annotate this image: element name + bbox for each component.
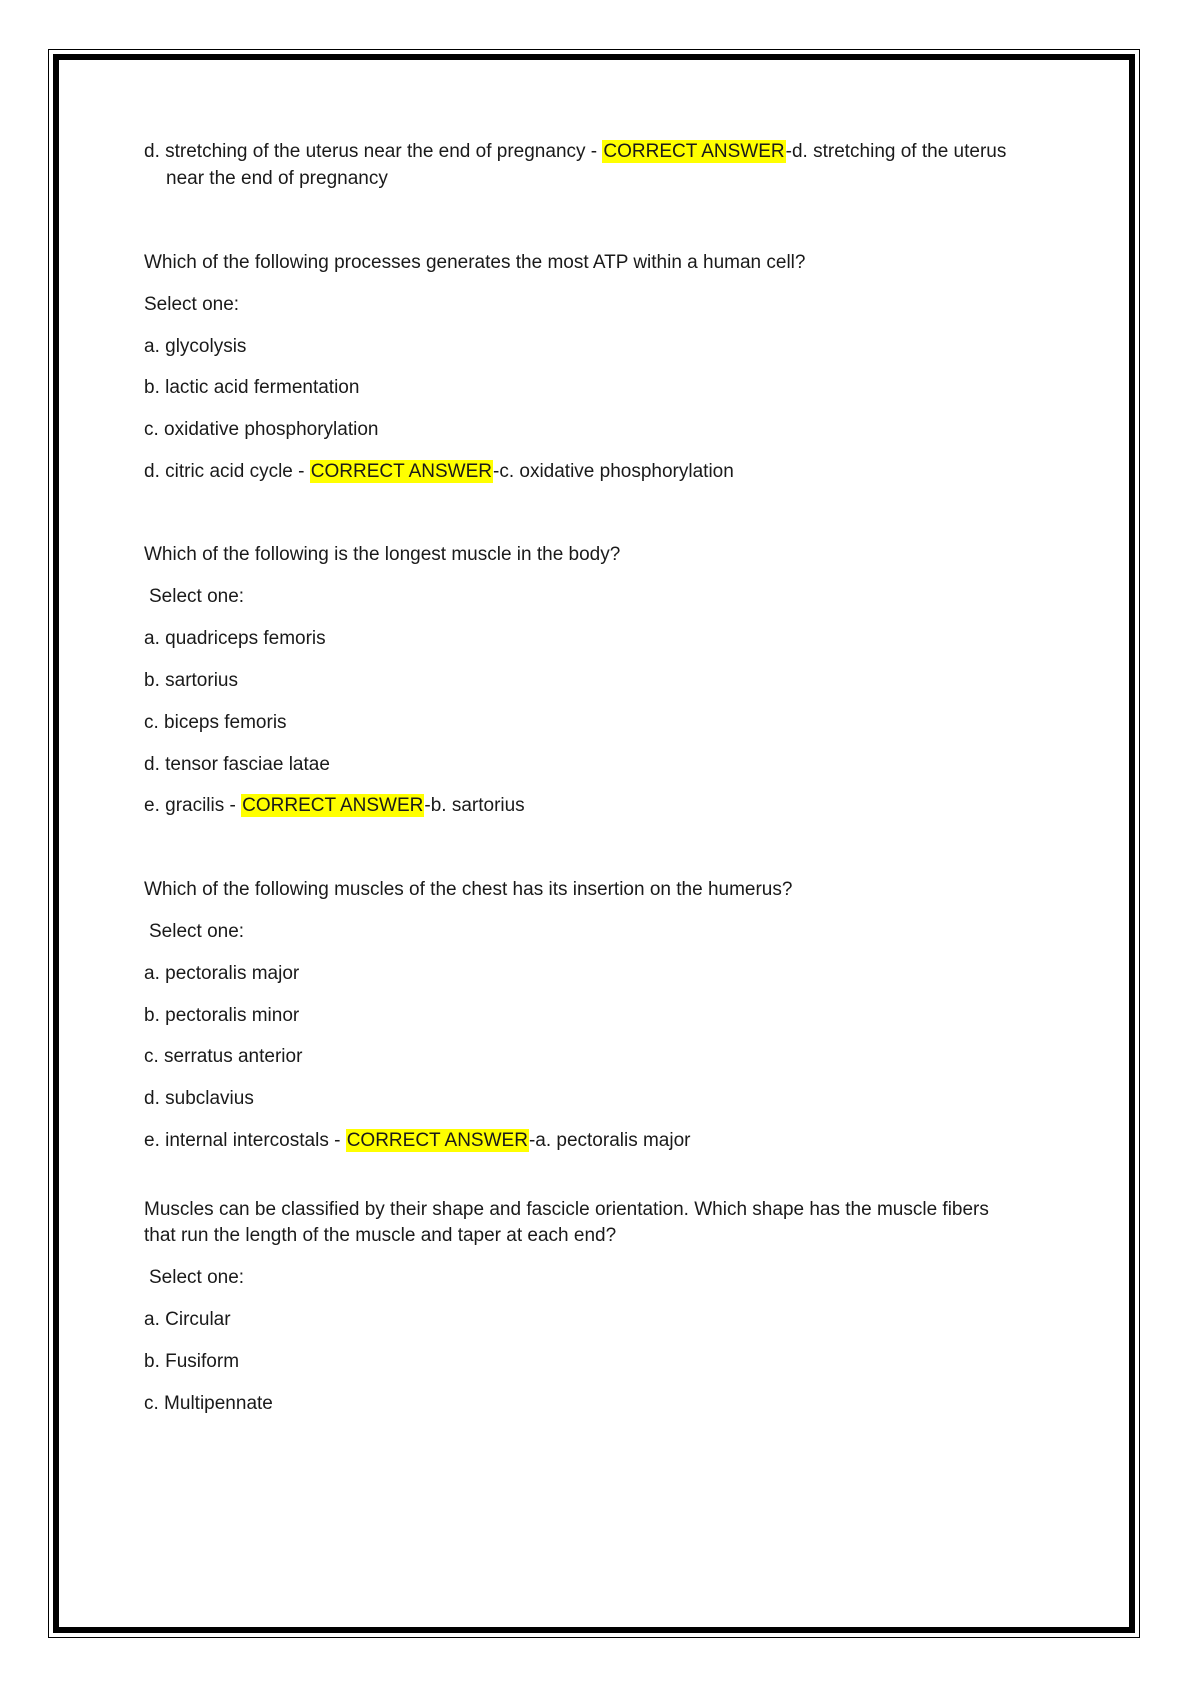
option-d: d. subclavius (144, 1088, 254, 1109)
answer-line (144, 1127, 691, 1155)
option-c: c. serratus anterior (144, 1046, 303, 1067)
option-c: c. biceps femoris (144, 712, 287, 733)
question-text: Muscles can be classified by their shape and fascicle orientation. Which shape has the muscle fibers (144, 1199, 989, 1220)
option-a: a. quadriceps femoris (144, 628, 326, 649)
option-a: a. pectoralis major (144, 963, 300, 984)
answer-text: -d. stretching of the uterus (785, 141, 1007, 162)
correct-answer-highlight: CORRECT ANSWER (310, 461, 492, 482)
answer-text: -b. sartorius (424, 795, 525, 816)
option-c: c. oxidative phosphorylation (144, 419, 379, 440)
option-c: c. Multipennate (144, 1393, 273, 1414)
question-text: Which of the following is the longest muscle in the body? (144, 544, 621, 565)
answer-line (144, 138, 1006, 166)
option-b: b. Fusiform (144, 1351, 240, 1372)
option-text: d. stretching of the uterus near the end of pregnancy - (144, 141, 603, 162)
option-d: d. tensor fasciae latae (144, 754, 330, 775)
answer-line (144, 792, 525, 820)
question-text-continuation: that run the length of the muscle and taper at each end? (144, 1225, 617, 1246)
option-a: a. Circular (144, 1309, 231, 1330)
answer-text: -c. oxidative phosphorylation (493, 461, 734, 482)
select-one-label: Select one: (149, 921, 245, 942)
option-text: e. internal intercostals - (144, 1130, 346, 1151)
correct-answer-highlight: CORRECT ANSWER (346, 1130, 528, 1151)
option-b: b. pectoralis minor (144, 1005, 300, 1026)
question-text: Which of the following processes generates the most ATP within a human cell? (144, 252, 806, 273)
select-one-label: Select one: (144, 294, 240, 315)
question-text: Which of the following muscles of the chest has its insertion on the humerus? (144, 879, 793, 900)
option-b: b. sartorius (144, 670, 238, 691)
option-text: d. citric acid cycle - (144, 461, 310, 482)
answer-text: -a. pectoralis major (528, 1130, 691, 1151)
correct-answer-highlight: CORRECT ANSWER (242, 795, 424, 816)
answer-line (144, 458, 734, 486)
option-b: b. lactic acid fermentation (144, 377, 360, 398)
option-a: a. glycolysis (144, 336, 247, 357)
correct-answer-highlight: CORRECT ANSWER (603, 141, 785, 162)
select-one-label: Select one: (149, 1267, 245, 1288)
answer-line-continuation: near the end of pregnancy (166, 168, 388, 189)
select-one-label: Select one: (149, 586, 245, 607)
option-text: e. gracilis - (144, 795, 242, 816)
